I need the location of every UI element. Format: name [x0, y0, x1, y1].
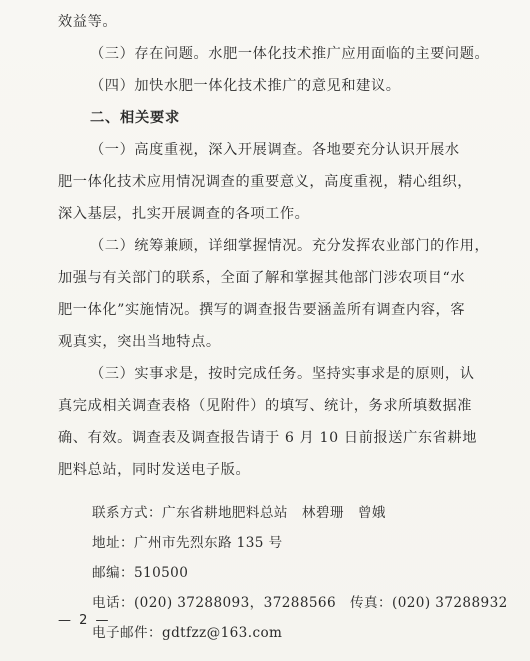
text-line: 肥一体化”实施情况。撰写的调查报告要涵盖所有调查内容，客 — [58, 302, 466, 318]
text-line: 确、有效。调查表及调查报告请于 6 月 10 日前报送广东省耕地 — [58, 430, 478, 446]
text-line: （三）存在问题。水肥一体化技术推广应用面临的主要问题。 — [90, 46, 490, 62]
contact-person: 联系方式：广东省耕地肥料总站 林碧珊 曾娥 — [92, 505, 386, 521]
text-line: 加强与有关部门的联系，全面了解和掌握其他部门涉农项目“水 — [58, 270, 466, 286]
text-line: 观真实，突出当地特点。 — [58, 334, 221, 350]
text-line: （一）高度重视，深入开展调查。各地要充分认识开展水 — [90, 142, 460, 158]
text-line: （四）加快水肥一体化技术推广的意见和建议。 — [90, 78, 401, 94]
contact-phone-fax: 电话：(020) 37288093，37288566 传真：(020) 37288932 — [92, 595, 508, 611]
text-line: （二）统筹兼顾，详细掌握情况。充分发挥农业部门的作用， — [90, 238, 490, 254]
text-line: 肥一体化技术应用情况调查的重要意义，高度重视，精心组织， — [58, 174, 473, 190]
text-line: 深入基层，扎实开展调查的各项工作。 — [58, 206, 310, 222]
section-heading: 二、相关要求 — [90, 110, 180, 126]
contact-email: 电子邮件：gdtfzz@163.com — [92, 625, 283, 641]
page-number: — 2 — — [58, 613, 111, 628]
contact-postcode: 邮编：510500 — [92, 565, 189, 581]
text-line: 效益等。 — [58, 14, 118, 30]
text-line: （三）实事求是，按时完成任务。坚持实事求是的原则，认 — [90, 366, 475, 382]
contact-address: 地址：广州市先烈东路 135 号 — [92, 535, 283, 551]
text-line: 真完成相关调查表格（见附件）的填写、统计，务求所填数据准 — [58, 398, 473, 414]
text-line: 肥料总站，同时发送电子版。 — [58, 462, 251, 478]
